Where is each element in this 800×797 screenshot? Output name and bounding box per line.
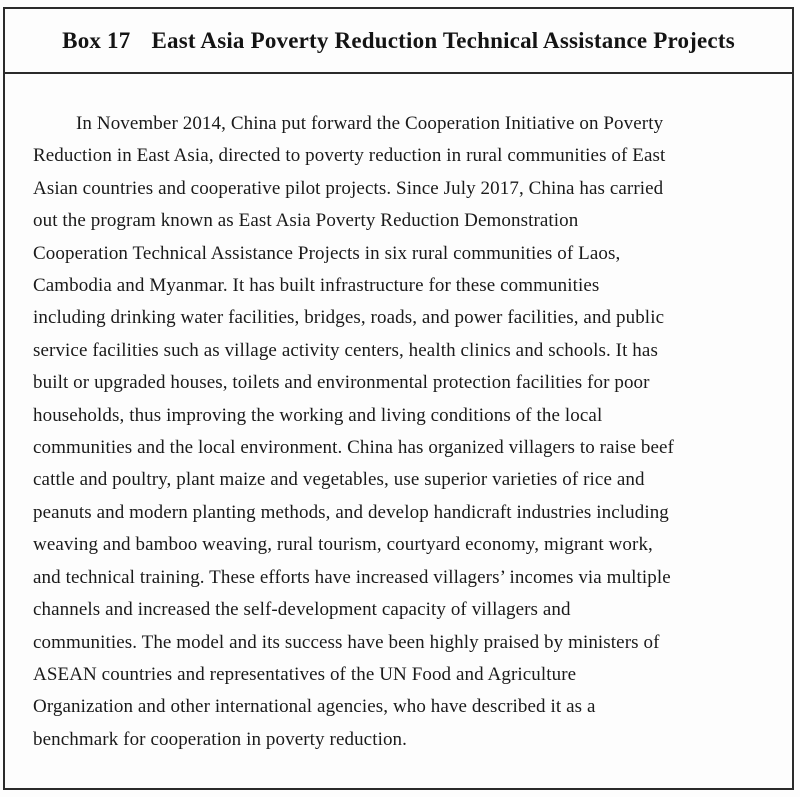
text-line: channels and increased the self-development capacity of villagers and (33, 599, 571, 621)
text-line: peanuts and modern planting methods, and develop handicraft industries including (33, 501, 669, 523)
text-line: Organization and other international agencies, who have described it as a (33, 696, 596, 718)
text-line: ASEAN countries and representatives of the UN Food and Agriculture (33, 663, 577, 685)
text-line: households, thus improving the working and living conditions of the local (33, 404, 603, 426)
text-line: Cooperation Technical Assistance Projects in six rural communities of Laos, (33, 242, 621, 264)
box-body (5, 74, 792, 756)
text-line: benchmark for cooperation in poverty reduction. (33, 728, 408, 750)
text-line: communities and the local environment. China has organized villagers to raise beef (33, 437, 674, 459)
text-line: service facilities such as village activity centers, health clinics and schools. It has (33, 339, 658, 361)
text-line: built or upgraded houses, toilets and environmental protection facilities for poor (33, 372, 650, 394)
text-line: including drinking water facilities, bridges, roads, and power facilities, and public (33, 307, 665, 329)
text-line: Cambodia and Myanmar. It has built infrastructure for these communities (33, 275, 600, 297)
text-line: Reduction in East Asia, directed to poverty reduction in rural communities of East (33, 145, 666, 167)
text-line: cattle and poultry, plant maize and vegetables, use superior varieties of rice and (33, 469, 645, 491)
box-17-container (3, 7, 794, 790)
text-line: Asian countries and cooperative pilot projects. Since July 2017, China has carried (33, 177, 664, 199)
text-line: and technical training. These efforts have increased villagers’ incomes via multiple (33, 566, 671, 588)
text-line: communities. The model and its success have been highly praised by ministers of (33, 631, 660, 653)
box-title: East Asia Poverty Reduction Technical Assistance Projects (151, 27, 735, 53)
paragraph (33, 108, 786, 756)
box-label: Box 17 (62, 27, 131, 53)
text-line: weaving and bamboo weaving, rural tourism, courtyard economy, migrant work, (33, 534, 653, 556)
text-line: In November 2014, China put forward the Cooperation Initiative on Poverty (76, 113, 664, 134)
text-line: out the program known as East Asia Poverty Reduction Demonstration (33, 210, 579, 232)
box-header (5, 9, 792, 74)
